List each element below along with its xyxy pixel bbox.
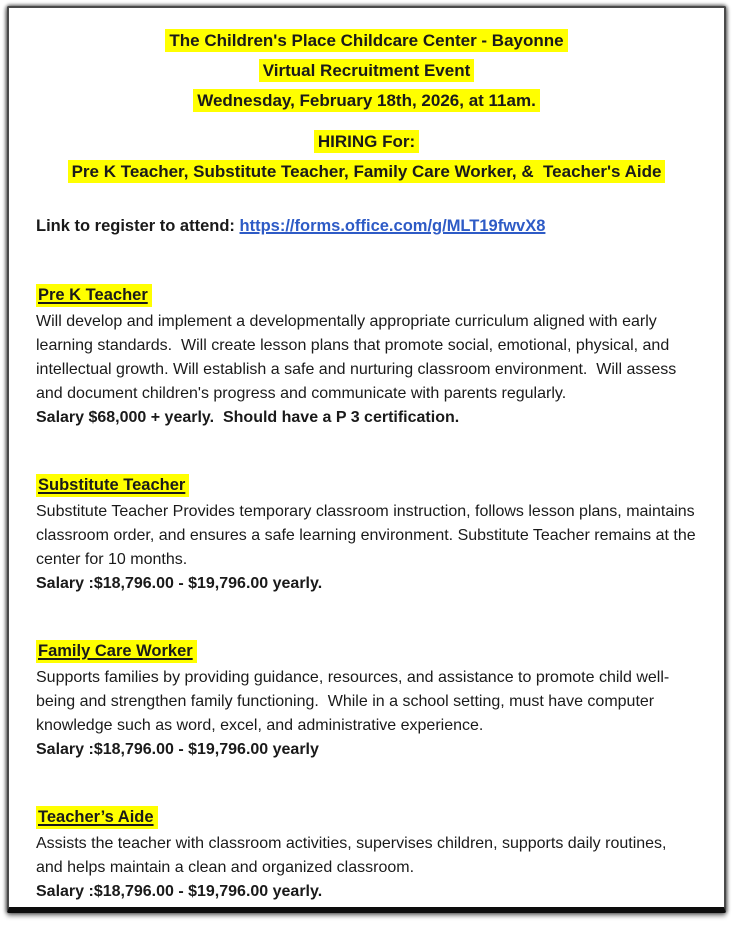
register-line [36, 214, 697, 238]
event-title-block [36, 28, 697, 115]
hiring-label-line [36, 129, 697, 156]
document-content [9, 8, 724, 904]
job-salary: Salary $68,000 + yearly. Should have a P 3 certification. [36, 409, 460, 426]
document-page [7, 6, 726, 913]
job-salary: Salary :$18,796.00 - $19,796.00 yearly. [36, 883, 323, 900]
job-salary: Salary :$18,796.00 - $19,796.00 yearly. [36, 575, 323, 592]
event-title-line-1 [36, 28, 697, 55]
register-label: Link to register to attend: [36, 217, 240, 235]
registration-link[interactable]: https://forms.office.com/g/MLT19fwvX8 [239, 217, 546, 235]
job-description: Supports families by providing guidance, resources, and assistance to promote child well-being and strengthen family functioning. While in a school setting, must have computer knowledge such as word, excel, and administrative experience. [36, 669, 670, 734]
event-title-text-2: Virtual Recruitment Event [259, 59, 475, 82]
job-section-teachers-aide [36, 806, 697, 904]
job-title: Substitute Teacher [36, 474, 189, 497]
hiring-roles-line [36, 159, 697, 186]
event-title-text-1: The Children's Place Childcare Center - Bayonne [165, 29, 567, 52]
job-salary: Salary :$18,796.00 - $19,796.00 yearly [36, 741, 319, 758]
job-description: Assists the teacher with classroom activities, supervises children, supports daily routines, and helps maintain a clean and organized classroom. [36, 835, 671, 876]
hiring-roles: Pre K Teacher, Substitute Teacher, Family Care Worker, & Teacher's Aide [68, 160, 666, 183]
event-title-text-3: Wednesday, February 18th, 2026, at 11am. [193, 89, 540, 112]
event-title-line-3 [36, 88, 697, 115]
job-description: Substitute Teacher Provides temporary classroom instruction, follows lesson plans, maintains classroom order, and ensures a safe learning environment. Substitute Teacher remains at the center for 10 months. [36, 503, 701, 568]
job-section-family-care-worker [36, 640, 697, 762]
hiring-label: HIRING For: [314, 130, 419, 153]
job-description: Will develop and implement a developmentally appropriate curriculum aligned with early learning standards. Will create lesson plans that promote social, emotional, physical, and intellectual growth. Will establish a safe and nurturing classroom environment. Will assess and document children's progress and communicate with parents regularly. [36, 313, 681, 402]
job-title: Family Care Worker [36, 640, 197, 663]
job-title: Teacher’s Aide [36, 806, 158, 829]
job-section-pre-k-teacher [36, 284, 697, 430]
job-title: Pre K Teacher [36, 284, 152, 307]
hiring-block [36, 129, 697, 186]
job-section-substitute-teacher [36, 474, 701, 596]
event-title-line-2 [36, 58, 697, 85]
